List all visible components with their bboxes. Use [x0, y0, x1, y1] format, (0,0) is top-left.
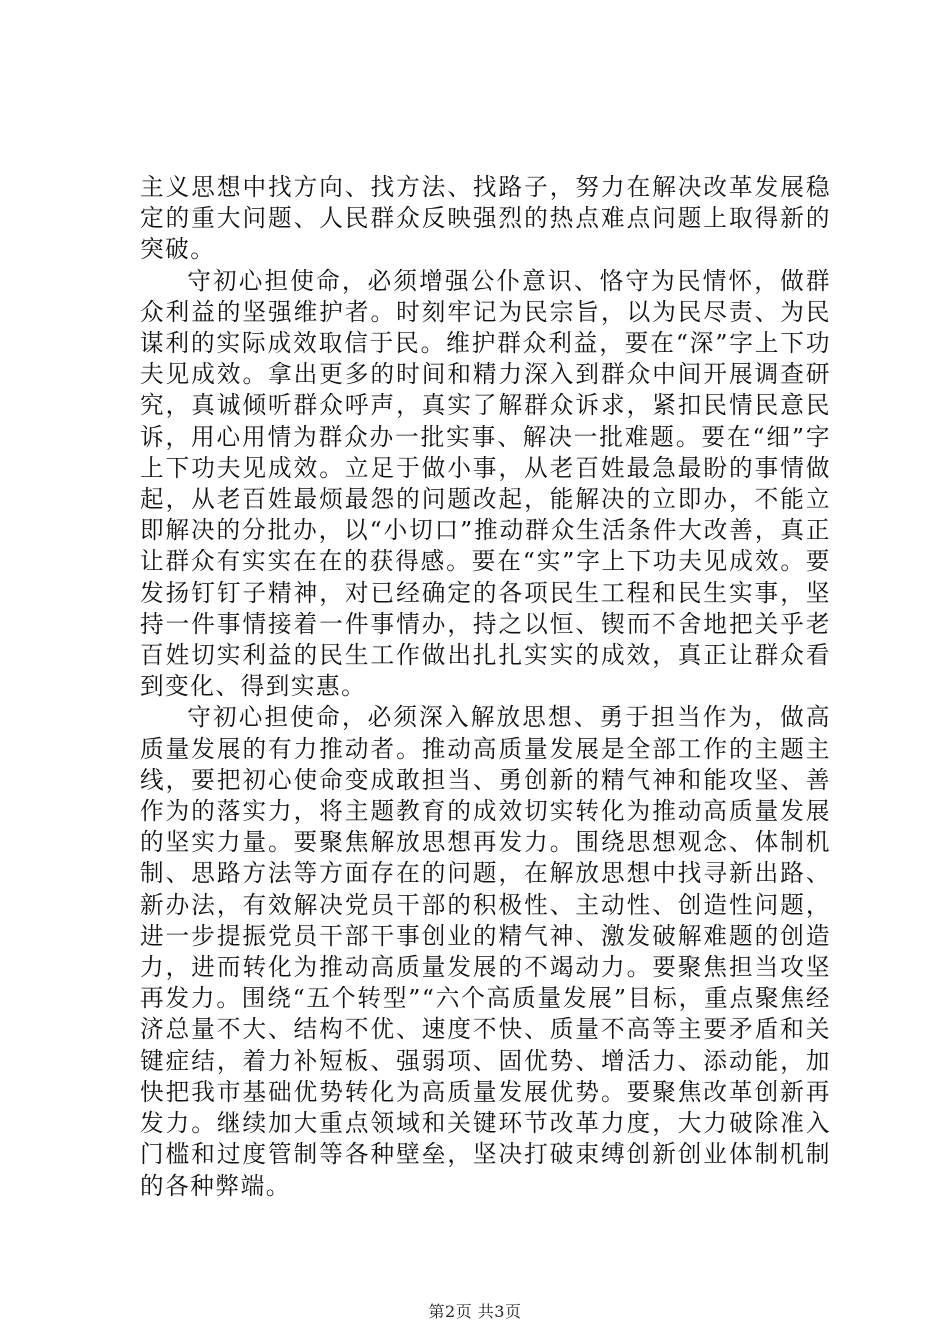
paragraph-public-servant: 守初心担使命，必须增强公仆意识、恪守为民情怀，做群众利益的坚强维护者。时刻牢记为民宗旨，以为民尽责、为民谋利的实际成效取信于民。维护群众利益，要在“深”字上下功夫见成效。拿出更多的时间和精力深入到群众中间开展调查研究，真诚倾听群众呼声，真实了解群众诉求，紧扣民情民意民诉，用心用情为群众办一批实事、解决一批难题。要在“细”字上下功夫见成效。立足于做小事，从老百姓最急最盼的事情做起，从老百姓最烦最怨的问题改起，能解决的立即办，不能立即解决的分批办，以“小切口”推动群众生活条件大改善，真正让群众有实实在在的获得感。要在“实”字上下功夫见成效。要发扬钉钉子精神，对已经确定的各项民生工程和民生实事，坚持一件事情接着一件事情办，持之以恒、锲而不舍地把关乎老百姓切实利益的民生工作做出扎扎实实的成效，真正让群众看到变化、得到实惠。 [140, 266, 831, 701]
paragraph-high-quality-development: 守初心担使命，必须深入解放思想、勇于担当作为，做高质量发展的有力推动者。推动高质量发展是全部工作的主题主线，要把初心使命变成敢担当、勇创新的精气神和能攻坚、善作为的落实力，将主题教育的成效切实转化为推动高质量发展的坚实力量。要聚焦解放思想再发力。围绕思想观念、体制机制、思路方法等方面存在的问题，在解放思想中找寻新出路、新办法，有效解决党员干部的积极性、主动性、创造性问题，进一步提振党员干部干事创业的精气神、激发破解难题的创造力，进而转化为推动高质量发展的不竭动力。要聚焦担当攻坚再发力。围绕“五个转型”“六个高质量发展”目标，重点聚焦经济总量不大、结构不优、速度不快、质量不高等主要矛盾和关键症结，着力补短板、强弱项、固优势、增活力、添动能，加快把我市基础优势转化为高质量发展优势。要聚焦改革创新再发力。继续加大重点领域和关键环节改革力度，大力破除准入门槛和过度管制等各种壁垒，坚决打破束缚创新创业体制机制的各种弊端。 [140, 703, 831, 1200]
document-body [140, 172, 831, 1202]
page-number-footer: 第2页 共3页 [428, 1302, 522, 1321]
paragraph-continuation: 主义思想中找方向、找方法、找路子，努力在解决改革发展稳定的重大问题、人民群众反映强烈的热点难点问题上取得新的突破。 [140, 173, 831, 264]
